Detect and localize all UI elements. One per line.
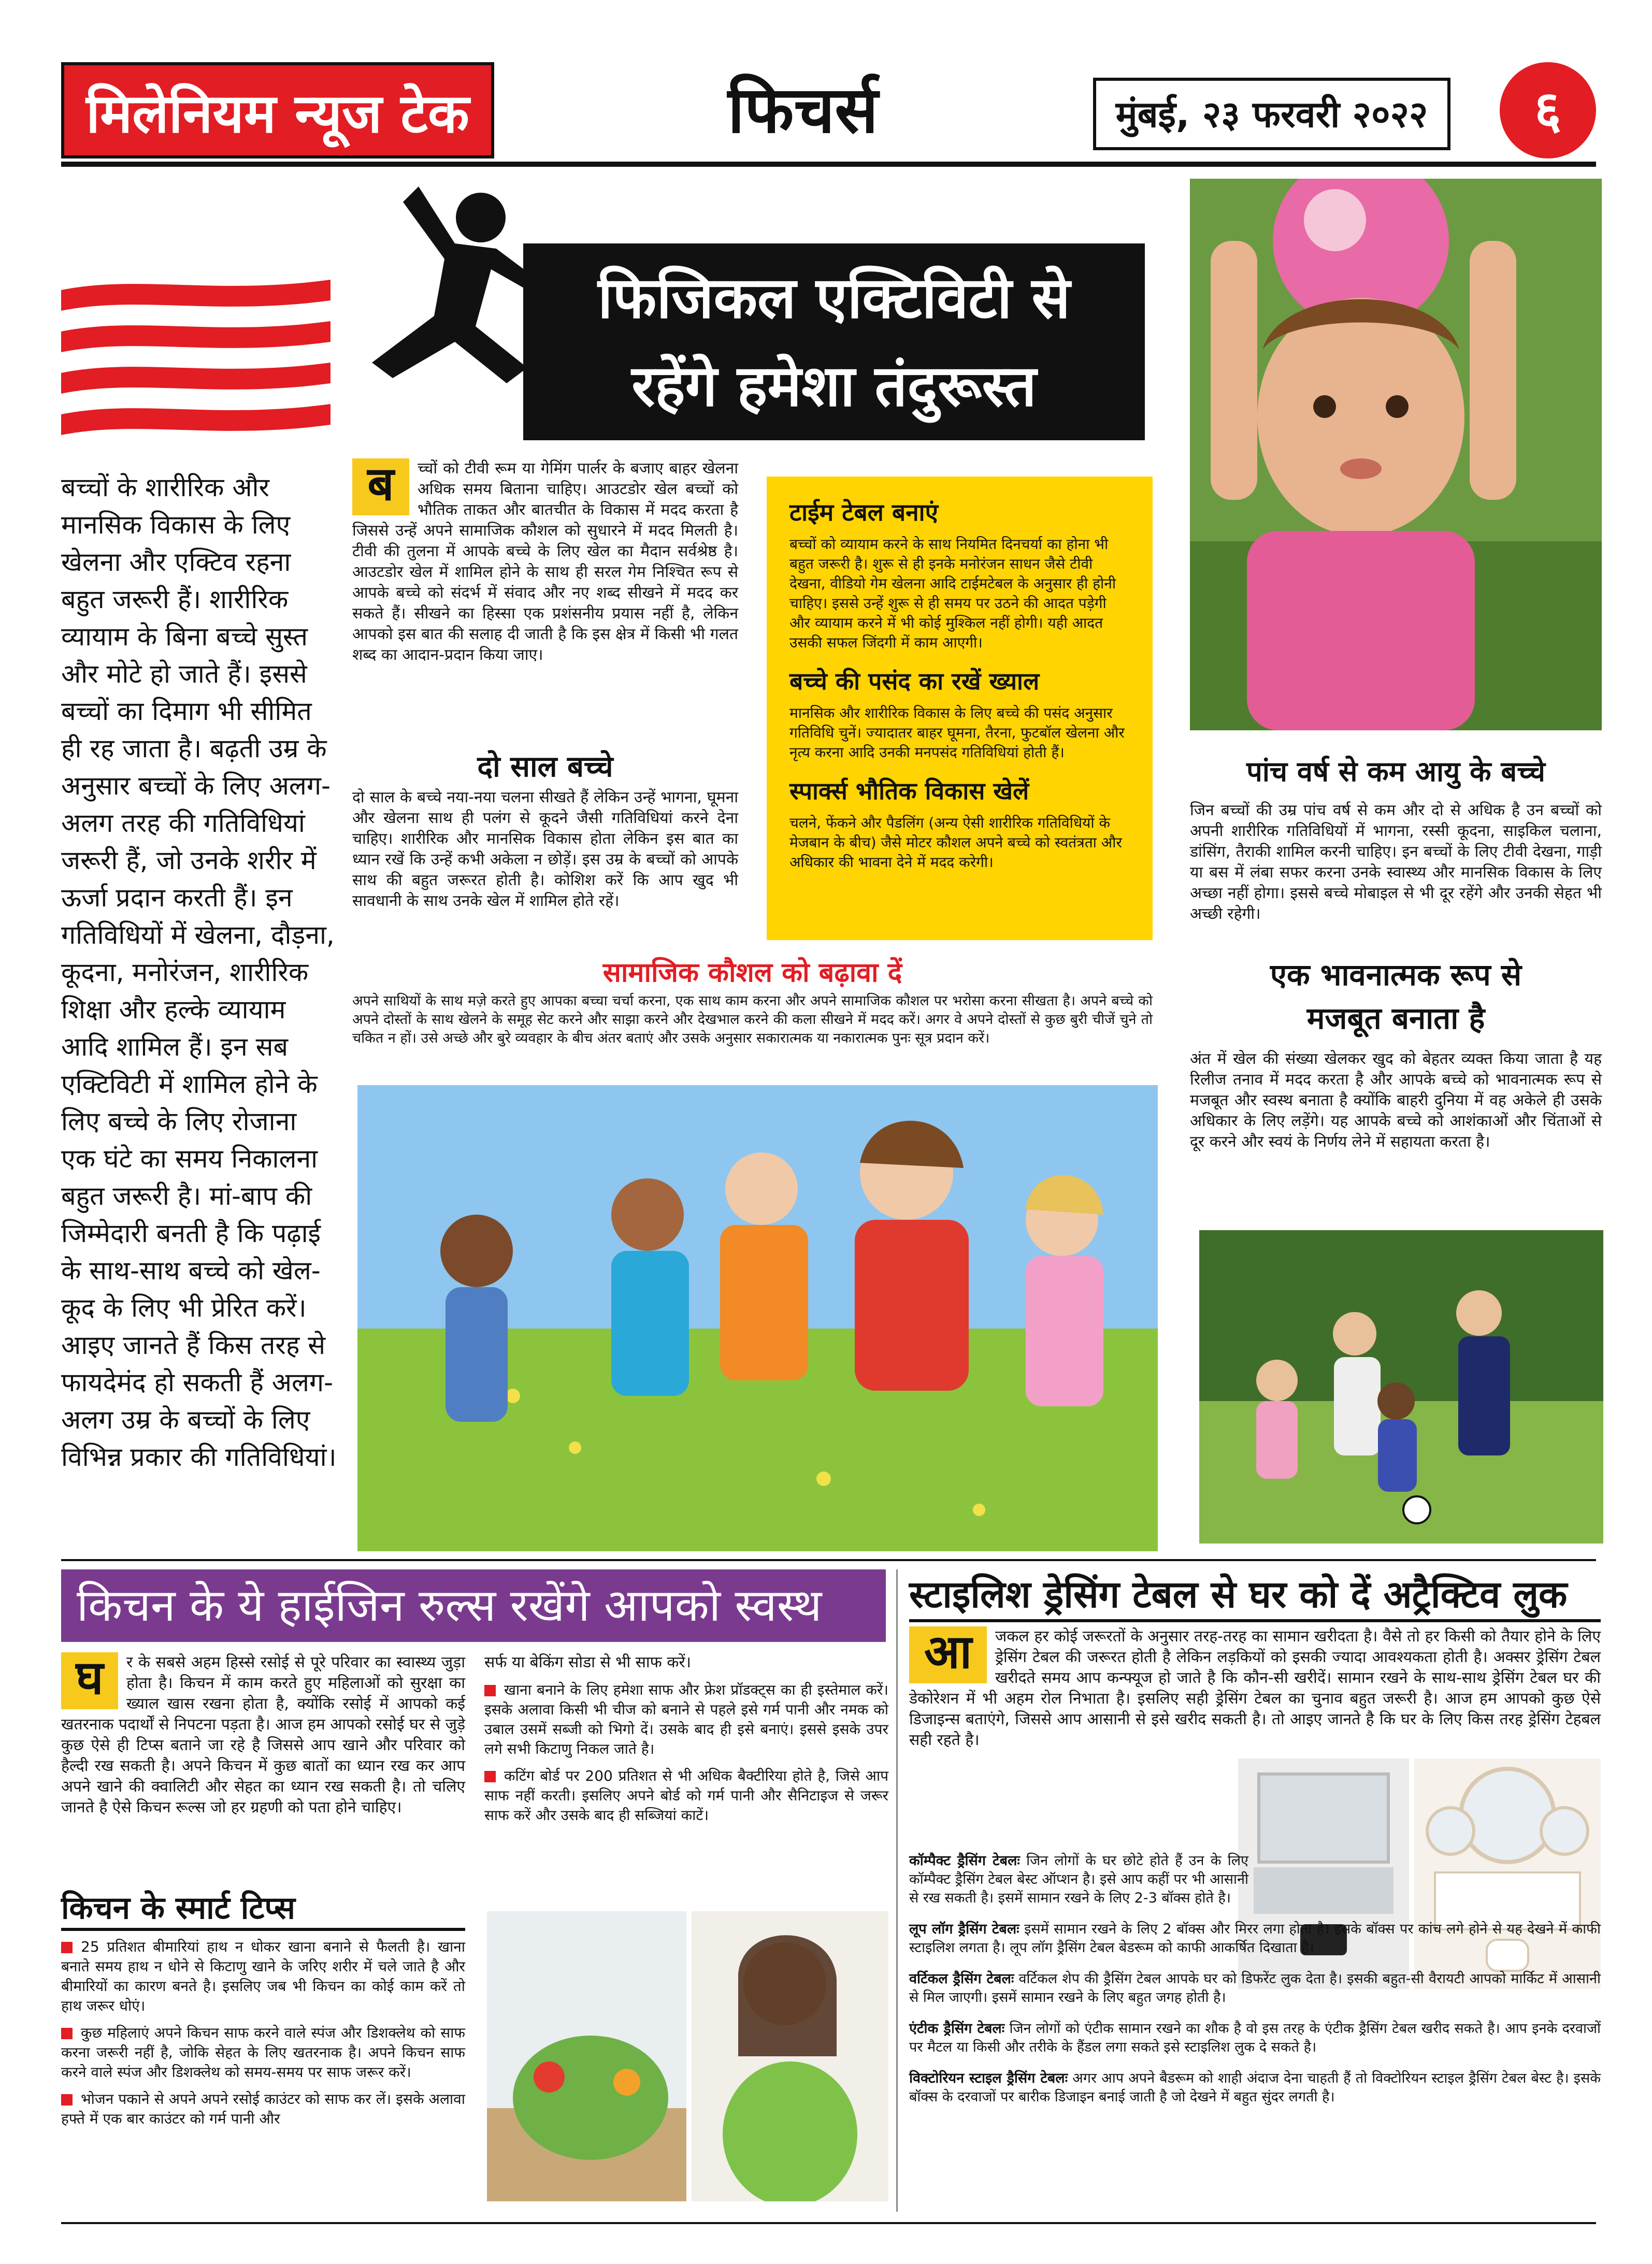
bullet-square-icon	[61, 2028, 73, 2039]
main-headline-line1: फिजिकल एक्टिविटी से	[598, 265, 1070, 331]
footer-rule	[61, 2222, 1596, 2224]
section-title: फिचर्स	[622, 62, 984, 158]
main-dropcap: ब	[352, 458, 409, 515]
photo-kids-running	[357, 1085, 1158, 1551]
middle-rule	[61, 1559, 1596, 1561]
emotional-title-line1: एक भावनात्मक रूप से	[1270, 957, 1522, 992]
emotional-text: अंत में खेल की संख्या खेलकर खुद को बेहतर व्यक्त किया जाता है यह रिलीज तनाव में मदद करता है और आपके बच्चे को भावनात्मक रूप से मजबूत और स्वस्थ बनाता है क्योंकि बाहरी दुनिया में वह अकेले ही उसके अधिकार के लिए लड़ेंगे। यह आपके बच्चे को आशंकाओं और चिंताओं से दूर करने और स्वयं के निर्णय लेने में सहायता करता है।	[1190, 1050, 1602, 1151]
runner-graphic	[61, 171, 579, 451]
photo-girl-with-ball	[1190, 179, 1602, 730]
dressing-types	[909, 1852, 1601, 2107]
photo-woman-lettuce	[692, 1911, 888, 2201]
social-title: सामाजिक कौशल को बढ़ावा दें	[602, 957, 902, 988]
main-intro	[352, 458, 738, 666]
kitchen-tip-3: भोजन पकाने से अपने अपने रसोई काउंटर को साफ कर लें। इसके अलावा हफ्ते में एक बार काउंटर को गर्म पानी और	[61, 2090, 465, 2127]
dressing-type-3: वर्टिकल ड्रैसिंग टेबलः वर्टिकल शेप की ड्रैसिंग टेबल आपके घर को डिफरेंट लुक देता है। इसकी बहुत-सी वैरायटी आपको मार्किट में आसानी से मिल जाएगी। इसमें सामान रखने के लिए बहुत जगह होती है।	[909, 1971, 1601, 2006]
social-text: अपने साथियों के साथ मज़े करते हुए आपका बच्चा चर्चा करना, एक साथ काम करना और अपने सामाजिक कौशल पर भरोसा करना सीखता है। अपने बच्चे को अपने दोस्तों के साथ खेलने के समूह सेट करने और साझा करने और देखभाल करने की कला सीखने में मदद करें। अगर वे अपने दोस्तों से कुछ बुरी चीजें चुने तो चकित न हों। उसे अच्छे और बुरे व्यवहार के बीच अंतर बताएं और उसके अनुसार सकारात्मक या नकारात्मक पुनः सूत्र प्रदान करें।	[352, 993, 1153, 1046]
kitchen-col2-intro: सर्फ या बेकिंग सोडा से भी साफ करें।	[484, 1653, 692, 1671]
kitchen-tip-1: 25 प्रतिशत बीमारियां हाथ न धोकर खाना बनाने से फैलती है। खाना बनाते समय हाथ न धोने से किटाणु खाने के जरिए शरीर में चले जाते है और बीमारियों का कारण बनते है। इसलिए जब भी किचन का कोई काम करें तो हाथ जरूर धोएं।	[61, 1938, 465, 2014]
kitchen-headline: किचन के ये हाईजिन रुल्स रखेंगे आपको स्वस्थ	[61, 1569, 886, 1642]
dressing-intro-text: जकल हर कोई जरूरतों के अनुसार तरह-तरह का सामान खरीदता है। वैसे तो हर किसी को तैयार होने के लिए ड्रेसिंग टेबल की जरूरत होती है लेकिन लड़कियों को इसकी ज्यादा आवश्यकता होती है। अक्सर ड्रेसिंग टेबल खरीदते समय आप कन्फ्यूज हो जाते है कि कौन-सी खरीदें। सामान रखने के साथ-साथ ड्रेसिंग टेबल घर की डेकोरेशन में भी अहम रोल निभाता है। इसलिए सही ड्रेसिंग टेबल का चुनाव बहुत जरूरी है। आज हम आपको कुछ ऐसे डिजाइन्स बताएंगे, जिससे आप आसानी से इसे खरीद सकती है। तो आइए जानते है कि घर के लिए किस तरह ड्रेसिंग टेहबल सही रहते है।	[909, 1627, 1601, 1749]
bullet-square-icon	[61, 1942, 73, 1953]
main-left-column: बच्चों के शारीरिक और मानसिक विकास के लिए खेलना और एक्टिव रहना बहुत जरूरी हैं। शारीरिक व्यायाम के बिना बच्चे सुस्त और मोटे हो जाते हैं। इससे बच्चों का दिमाग भी सीमित ही रह जाता है। बढ़ती उम्र के अनुसार बच्चों के लिए अलग-अलग तरह की गतिविधियां जरूरी हैं, जो उनके शरीर में ऊर्जा प्रदान करती हैं। इन गतिविधियों में खेलना, दौड़ना, कूदना, मनोरंजन, शारीरिक शिक्षा और हल्के व्यायाम आदि शामिल हैं। इन सब एक्टिविटी में शामिल होने के लिए बच्चे के लिए रोजाना एक घंटे का समय निकालना बहुत जरूरी है। मां-बाप की जिम्मेदारी बनती है कि पढ़ाई के साथ-साथ बच्चे को खेल-कूद के लिए भी प्रेरित करें। आइए जानते हैं किस तरह से फायदेमंद हो सकती हैं अलग-अलग उम्र के बच्चों के लिए विभिन्न प्रकार की गतिविधियां।	[61, 472, 337, 1472]
bullet-square-icon	[61, 2094, 73, 2106]
kitchen-intro	[61, 1652, 465, 1818]
dressing-headline: स्टाइलिश ड्रेसिंग टेबल से घर को दें अट्रैक्टिव लुक	[909, 1569, 1601, 1622]
kitchen-tips	[61, 1937, 465, 2136]
dressing-type-5: विक्टोरियन स्टाइल ड्रैसिंग टेबलः अगर आप अपने बैडरूम को शाही अंदाज देना चाहती हैं तो विक्टोरियन स्टाइल ड्रैसिंग टेबल बेस्ट है। इसके बॉक्स के दरवाजों पर बारीक डिजाइन बनाई जाती है जो देखने में बहुत सुंदर लगती है।	[909, 2070, 1601, 2105]
under-five-title: पांच वर्ष से कम आयु के बच्चे	[1246, 755, 1545, 788]
yellow-title-2: बच्चे की पसंद का रखें ख्याल	[789, 667, 1040, 695]
masthead-rule	[61, 162, 1596, 167]
photo-kitchen-vegetables	[487, 1911, 686, 2201]
main-headline	[523, 243, 1145, 440]
photo-family-football	[1199, 1230, 1603, 1544]
kitchen-col2	[484, 1652, 888, 1833]
two-year-title: दो साल बच्चे	[477, 750, 613, 784]
bullet-square-icon	[484, 1685, 496, 1696]
kitchen-bullet-2: कटिंग बोर्ड पर 200 प्रतिशत से भी अधिक बैक्टीरिया होते है, जिसे आप साफ नहीं करती। इसलिए अपने बोर्ड को गर्म पानी और सैनिटाइज से जरूर साफ करें और उसके बाद ही सब्जियां काटें।	[484, 1767, 888, 1824]
yellow-text-2: मानसिक और शारीरिक विकास के लिए बच्चे की पसंद अनुसार गतिविधि चुनें। ज्यादातर बाहर घूमना, तैरना, फुटबॉल खेलना और नृत्य करना आदि उनकी मनपसंद गतिविधियां होती हैं।	[789, 704, 1125, 761]
column-divider	[896, 1569, 898, 2212]
kitchen-intro-text: र के सबसे अहम हिस्से रसोई से पूरे परिवार का स्वास्थ्य जुड़ा होता है। किचन में काम करते हुए महिलाओं को सुरक्षा का ख्याल खास रखना होता है, क्योंकि रसोई में आपको कई खतरनाक पदार्थों से निपटना पड़ता है। आज हम आपको रसोई घर से जुड़े कुछ ऐसे ही टिप्स बताने जा रहे है जिससे आप खाने और परिवार को हैल्दी रख सकती है। अपने किचन में कुछ बातों का ध्यान रख कर आप अपने खाने की क्वालिटी और सेहत का ध्यान रख सकती है। तो चलिए जानते है ऐसे किचन रूल्स जो हर ग्रहणी को पता होने चाहिए।	[61, 1653, 465, 1816]
main-intro-text: च्चों को टीवी रूम या गेमिंग पार्लर के बजाए बाहर खेलना अधिक समय बिताना चाहिए। आउटडोर खेल बच्चों को भौतिक ताकत और बातचीत के विकास में मदद करता है जिससे उन्हें अपने सामाजिक कौशल को सुधारने में मदद मिलती है। टीवी की तुलना में आपके बच्चे के लिए खेल का मैदान सर्वश्रेष्ठ है। आउटडोर खेल में शामिल होने के साथ ही सरल गेम निश्चित रूप से आपके बच्चे को संदर्भ में संवाद और नए शब्द सीखने में मदद कर सकते हैं। सीखने का हिस्सा एक प्रशंसनीय प्रयास नहीं है, लेकिन आपको इस बात की सलाह दी जाती है कि इस क्षेत्र में किसी भी गलत शब्द का आदान-प्रदान किया जाए।	[352, 459, 738, 664]
main-headline-line2: रहेंगे हमेशा तंदुरूस्त	[631, 353, 1037, 419]
yellow-tips-box	[767, 477, 1153, 940]
bullet-square-icon	[484, 1771, 496, 1782]
dressing-type-2: लूप लॉग ड्रैसिंग टेबलः इसमें सामान रखने के लिए 2 बॉक्स और मिरर लगा होता है। इसके बॉक्स पर कांच लगे होने से यह देखने में काफी स्टाइलिश लगता है। लूप लॉग ड्रैसिंग टेबल बेडरूम को काफी आकर्षित दिखाता है।	[909, 1921, 1601, 1956]
emotional-title	[1190, 953, 1602, 1040]
under-five-text: जिन बच्चों की उम्र पांच वर्ष से कम और दो से अधिक है उन बच्चों को अपनी शारीरिक गतिविधियों में भागना, रस्सी कूदना, साइकिल चलाना, डांसिंग, तैराकी शामिल करनी चाहिए। इन बच्चों के लिए टीवी देखना, गाड़ी या बस में लंबा सफर करना उनके स्वास्थ्य और मानसिक विकास के लिए अच्छा नहीं होगा। इससे बच्चे मोबाइल से भी दूर रहेंगे और उनकी सेहत भी अच्छी रहेगी।	[1190, 801, 1602, 923]
kitchen-bullet-1: खाना बनाने के लिए हमेशा साफ और फ्रेश प्रॉडक्ट्स का ही इस्तेमाल करें। इसके अलावा किसी भी चीज को बनाने से पहले इसे गर्म पानी और नमक को उबाल उसमें सब्जी को भिगो दें। उसके बाद ही इसे बनाएं। इससे इसके उपर लगे सभी किटाणु निकल जाते है।	[484, 1681, 888, 1757]
two-year-text: दो साल के बच्चे नया-नया चलना सीखते हैं लेकिन उन्हें भागना, घूमना और खेलना साथ ही पलंग से कूदने जैसी गतिविधियां करने देना चाहिए। शारीरिक और मानसिक विकास होता लेकिन इस बात का ध्यान रखें कि उन्हें कभी अकेला न छोड़ें। इस उम्र के बच्चों को आपके साथ की बहुत जरूरत होती है। कोशिश करें कि आप खुद भी सावधानी के साथ उनके खेल में शामिल होते रहें।	[352, 788, 738, 910]
kitchen-dropcap: घ	[61, 1652, 118, 1709]
yellow-text-1: बच्चों को व्यायाम करने के साथ नियमित दिनचर्या का होना भी बहुत जरूरी है। शुरू से ही इनके मनोरंजन साधन जैसे टीवी देखना, वीडियो गेम खेलना आदि टाईमटेबल के अनुसार ही होनी चाहिए। इससे उन्हें शुरू से ही समय पर उठने की आदत पड़ेगी और व्यायाम करने में भी कोई मुश्किल नहीं होगी। यही आदत उसकी सफल जिंदगी में काम आएगी।	[789, 536, 1116, 651]
kitchen-tip-2: कुछ महिलाएं अपने किचन साफ करने वाले स्पंज और डिशक्लेथ को साफ करना जरूरी नहीं है, जोकि सेहत के लिए खतरनाक है। अपने किचन साफ करने वाले स्पंज और डिशक्लेथ को समय-समय पर साफ जरूर करें।	[61, 2024, 465, 2081]
brand-logo: मिलेनियम न्यूज टेक	[61, 62, 494, 158]
dressing-intro	[909, 1626, 1601, 1751]
dressing-type-4: एंटीक ड्रैसिंग टेबलः जिन लोगों को एंटीक सामान रखने का शौक है वो इस तरह के एंटीक ड्रैसिंग टेबल खरीद सकते है। आप इनके दरवाजों पर मैटल या किसी और तरीके के हैंडल लगा सकते इसे स्टाइलिश लुक दे सकते है।	[909, 2021, 1601, 2055]
kitchen-tips-title: किचन के स्मार्ट टिप्स	[61, 1885, 465, 1931]
dateline: मुंबई, २३ फरवरी २०२२	[1093, 78, 1450, 150]
emotional-title-line2: मजबूत बनाता है	[1306, 1001, 1485, 1036]
yellow-title-1: टाईम टेबल बनाएं	[789, 498, 939, 526]
yellow-text-3: चलने, फेंकने और पैडलिंग (अन्य ऐसी शारीरिक गतिविधियों के मेजबान के बीच) जैसे मोटर कौशल अपने बच्चे को स्वतंत्रता और अधिकार की भावना देने में मदद करेगी।	[789, 814, 1122, 871]
dressing-dropcap: आ	[909, 1626, 987, 1683]
page-number: ६	[1500, 62, 1596, 158]
yellow-title-3: स्पार्क्स भौतिक विकास खेलें	[789, 777, 1029, 805]
dressing-type-1: कॉम्पैक्ट ड्रैसिंग टेबलः जिन लोगों के घर छोटे होते हैं उन के लिए कॉम्पैक्ट ड्रैसिंग टेबल बेस्ट ऑप्शन है। इसे आप कहीं पर भी आसानी से रख सकती है। इसमें सामान रखने के लिए 2-3 बॉक्स होते है।	[909, 1853, 1248, 1906]
